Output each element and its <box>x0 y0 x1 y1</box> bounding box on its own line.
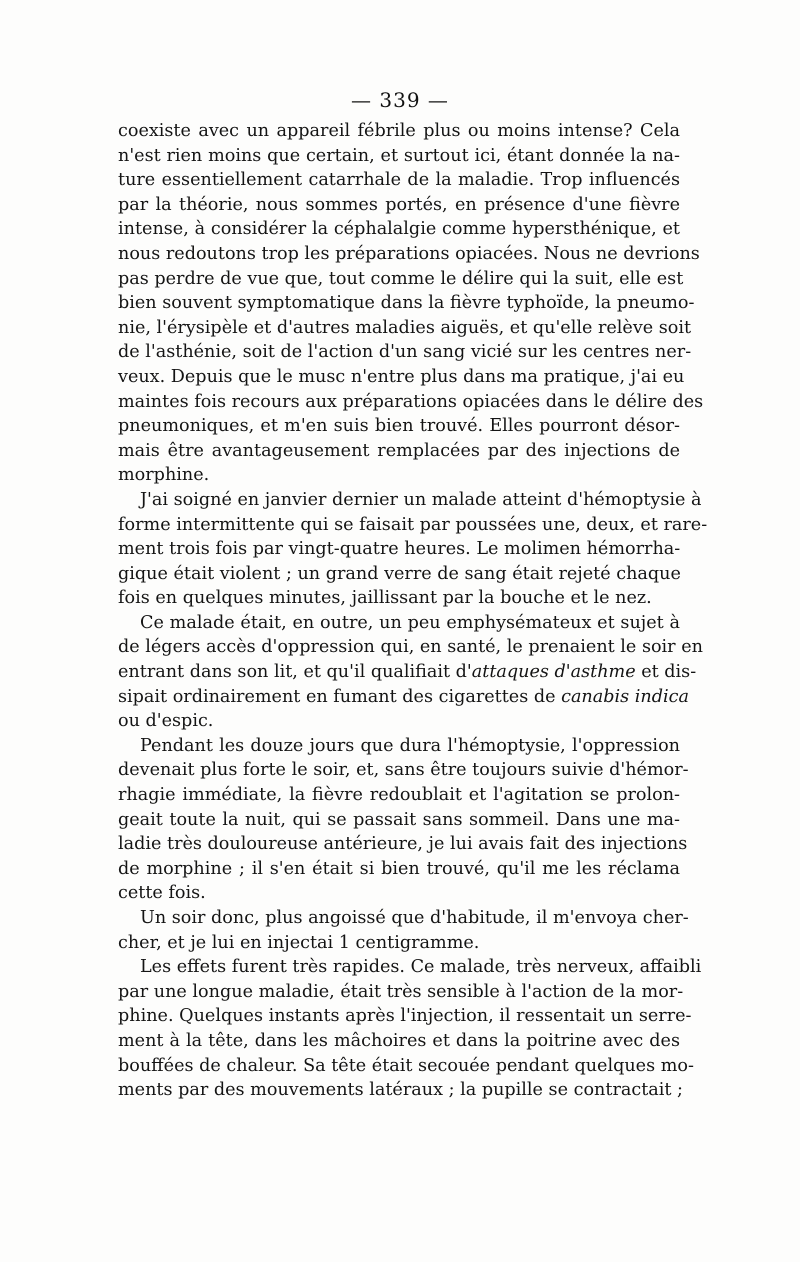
text-line: veux. Depuis que le musc n'entre plus dans ma pratique, j'ai eu <box>118 366 685 387</box>
text-line: ou d'espic. <box>118 711 214 732</box>
text-line: de légers accès d'oppression qui, en santé, le prenaient le soir en <box>118 637 703 658</box>
text-line: ments par des mouvements latéraux ; la pupille se contractait ; <box>118 1080 683 1101</box>
text-line: par une longue maladie, était très sensible à l'action de la mor- <box>118 981 684 1002</box>
text-line: pneumoniques, et m'en suis bien trouvé. Elles pourront désor- <box>118 416 680 437</box>
text-line: ment à la tête, dans les mâchoires et dans la poitrine avec des <box>118 1030 680 1051</box>
text-line: entrant dans son lit, et qu'il qualifiait d'attaques d'asthme et dis- <box>118 662 697 683</box>
text-line: cher, et je lui en injectai 1 centigramme. <box>118 932 480 953</box>
text-line: pas perdre de vue que, tout comme le délire qui la suit, elle est <box>118 268 684 289</box>
text-line: geait toute la nuit, qui se passait sans sommeil. Dans une ma- <box>118 809 680 830</box>
text-line: gique était violent ; un grand verre de sang était rejeté chaque <box>118 563 681 584</box>
text-line: cette fois. <box>118 883 206 904</box>
text-line: fois en quelques minutes, jaillissant par la bouche et le nez. <box>118 588 652 609</box>
text-line: devenait plus forte le soir, et, sans être toujours suivie d'hémor- <box>118 760 689 781</box>
text-line: bouffées de chaleur. Sa tête était secouée pendant quelques mo- <box>118 1055 694 1076</box>
text-line: de l'asthénie, soit de l'action d'un sang vicié sur les centres ner- <box>118 342 692 363</box>
text-line: Ce malade était, en outre, un peu emphysémateux et sujet à <box>140 612 680 633</box>
text-line: n'est rien moins que certain, et surtout ici, étant donnée la na- <box>118 145 680 166</box>
text-line: ture essentiellement catarrhale de la maladie. Trop influencés <box>118 170 680 191</box>
text-line: Un soir donc, plus angoissé que d'habitude, il m'envoya cher- <box>140 908 689 928</box>
text-line: Les effets furent très rapides. Ce malade, très nerveux, affaibli <box>140 957 702 978</box>
text-line: forme intermittente qui se faisait par poussées une, deux, et rare- <box>118 514 708 535</box>
text-line: morphine. <box>118 465 210 486</box>
body-text <box>118 119 708 1103</box>
text-line: par la théorie, nous sommes portés, en présence d'une fièvre <box>118 194 680 215</box>
text-line: intense, à considérer la céphalalgie comme hypersthénique, et <box>118 219 680 240</box>
text-line: nie, l'érysipèle et d'autres maladies aiguës, et qu'elle relève soit <box>118 317 692 338</box>
text-line: nous redoutons trop les préparations opiacées. Nous ne devrions <box>118 243 700 264</box>
text-line: ladie très douloureuse antérieure, je lui avais fait des injections <box>118 834 688 855</box>
text-line: phine. Quelques instants après l'injection, il ressentait un serre- <box>118 1006 692 1027</box>
text-line: Pendant les douze jours que dura l'hémoptysie, l'oppression <box>140 735 680 756</box>
text-line: coexiste avec un appareil fébrile plus ou moins intense? Cela <box>118 121 680 141</box>
page-number: — 339 — <box>351 88 449 112</box>
text-line: J'ai soigné en janvier dernier un malade atteint d'hémoptysie à <box>140 489 702 510</box>
text-line: bien souvent symptomatique dans la fièvre typhoïde, la pneumo- <box>118 293 695 314</box>
text-line: de morphine ; il s'en était si bien trouvé, qu'il me les réclama <box>118 858 680 879</box>
text-line: mais être avantageusement remplacées par des injections de <box>118 440 680 461</box>
text-line: rhagie immédiate, la fièvre redoublait et l'agitation se prolon- <box>118 785 680 806</box>
text-line: maintes fois recours aux préparations opiacées dans le délire des <box>118 391 704 412</box>
text-line: ment trois fois par vingt-quatre heures. Le molimen hémorrha- <box>118 539 681 560</box>
text-line: sipait ordinairement en fumant des cigarettes de canabis indica <box>118 686 689 707</box>
